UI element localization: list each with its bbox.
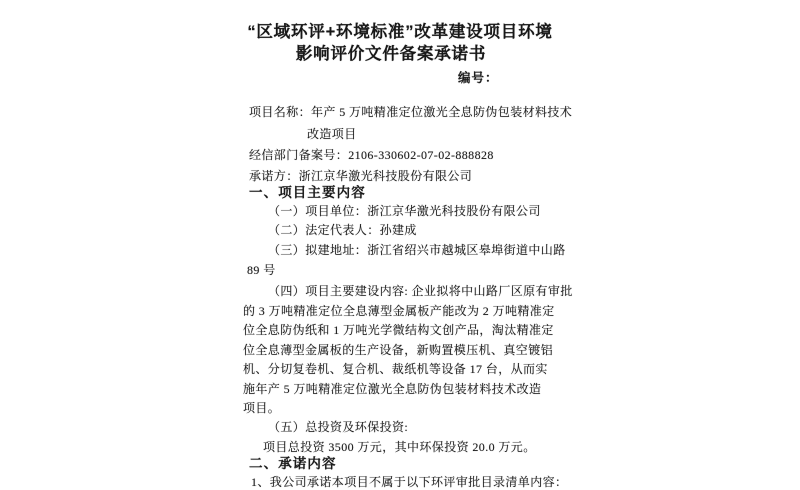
item-proposed-address-line-1: （三）拟建地址：浙江省绍兴市越城区皋埠街道中山路 [268,243,566,257]
item-construction-content-line-4: 位全息薄型金属板的生产设备，新购置模压机、真空镀铝 [243,343,554,357]
document-title-line-1: “区域环评+环境标准”改革建设项目环境 [247,23,553,41]
item-investment-heading: （五）总投资及环保投资: [268,420,409,434]
filing-number-line: 经信部门备案号：2106-330602-07-02-888828 [249,148,494,162]
item-legal-representative: （二）法定代表人：孙建成 [268,223,417,237]
section-1-heading: 一、项目主要内容 [249,185,366,200]
item-investment-detail: 项目总投资 3500 万元，其中环保投资 20.0 万元。 [263,440,536,454]
project-name-line-1: 项目名称：年产 5 万吨精准定位激光全息防伪包装材料技术 [249,105,573,119]
serial-number-label: 编号： [458,71,499,85]
section-2-first-item: 1、我公司承诺本项目不属于以下环评审批目录清单内容： [251,475,568,489]
section-2-heading: 二、承诺内容 [249,456,337,471]
promisor-line: 承诺方：浙江京华激光科技股份有限公司 [249,169,473,183]
item-construction-content-line-2: 的 3 万吨精准定位全息薄型金属板产能改为 2 万吨精准定 [243,304,555,318]
item-project-unit: （一）项目单位：浙江京华激光科技股份有限公司 [268,204,541,218]
project-name-line-2: 改造项目 [307,127,357,141]
item-construction-content-line-5: 机、分切复卷机、复合机、裁纸机等设备 17 台，从而实 [243,362,548,376]
item-construction-content-line-6: 施年产 5 万吨精准定位激光全息防伪包装材料技术改造 [243,382,542,396]
item-construction-content-line-7: 项目。 [243,401,281,415]
item-construction-content-line-1: （四）项目主要建设内容: 企业拟将中山路厂区原有审批 [268,284,573,298]
item-proposed-address-line-2: 89 号 [247,263,276,277]
document-title-line-2: 影响评价文件备案承诺书 [295,45,487,63]
item-construction-content-line-3: 位全息防伪纸和 1 万吨光学微结构文创产品，淘汰精准定 [243,323,554,337]
